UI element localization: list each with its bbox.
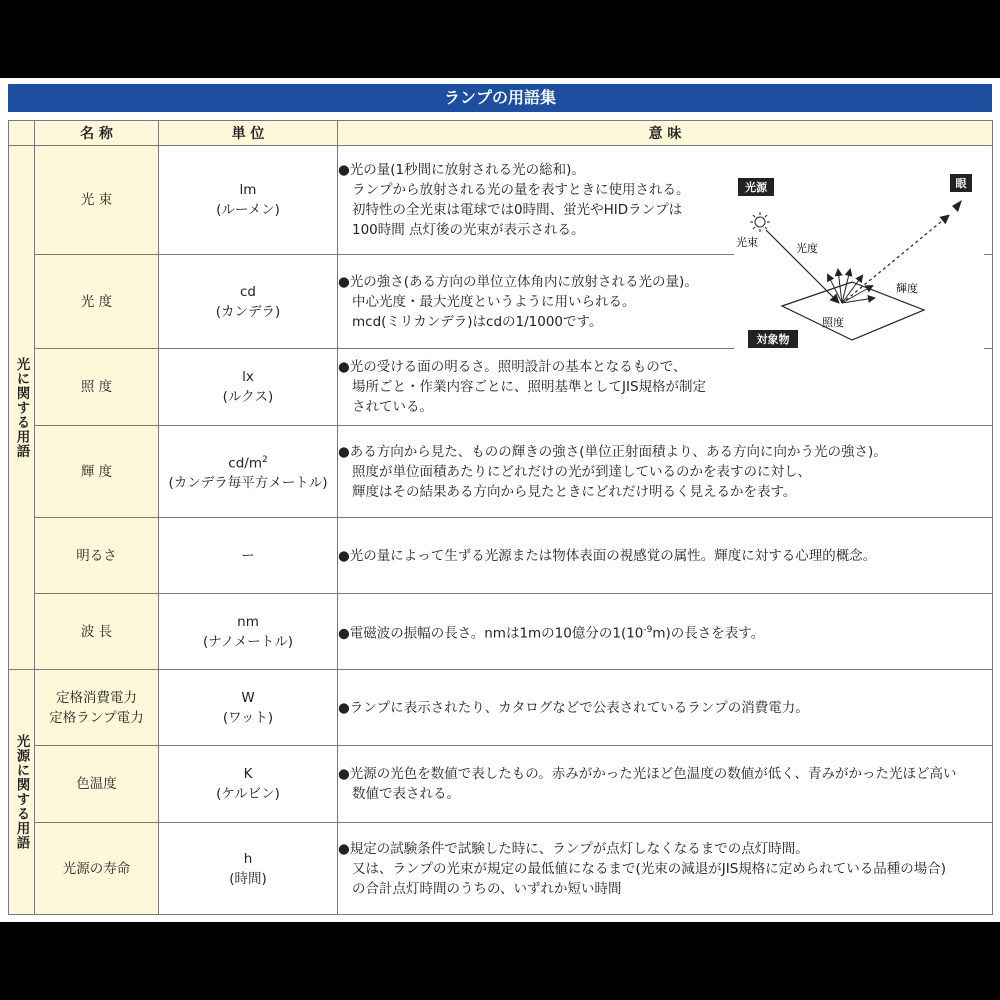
meaning-line: ●光源の光色を数値で表したもの。赤みがかった光ほど色温度の数値が低く、青みがかった光ほど高い <box>338 766 957 782</box>
unit-symbol-base: cd/m <box>228 455 262 472</box>
eye-label: 眼 <box>955 177 967 190</box>
meaning-line: 輝度はその結果ある方向から見たときにどれだけ明るく見えるかを表す。 <box>352 483 797 500</box>
meaning-line: 場所ごと・作業内容ごとに、照明基準としてJIS規格が制定 <box>352 379 707 395</box>
meaning-exponent: -9 <box>643 624 653 635</box>
unit-symbol: cd <box>240 283 256 300</box>
unit-symbol: lx <box>242 369 254 385</box>
term-unit <box>159 518 338 594</box>
unit-reading: (ルクス) <box>222 389 274 405</box>
term-unit <box>159 594 338 670</box>
header-name: 名 称 <box>35 121 159 146</box>
meaning-line: ●光の受ける面の明るさ。照明設計の基本となるもので、 <box>338 359 687 375</box>
table-row <box>9 349 993 426</box>
intensity-ray <box>766 230 838 302</box>
term-meaning <box>338 746 993 823</box>
unit-symbol: lm <box>239 182 257 198</box>
meaning-line: の合計点灯時間のうちの、いずれか短い時間 <box>352 880 622 897</box>
unit-symbol: K <box>243 766 253 782</box>
meaning-line: ●光の量(1秒間に放射される光の総和)。 <box>338 162 585 178</box>
unit-reading: (カンデラ) <box>215 303 281 320</box>
category-source <box>9 670 35 915</box>
unit-symbol: nm <box>237 613 259 630</box>
term-unit <box>159 426 338 518</box>
term-name: 明るさ <box>35 518 159 594</box>
meaning-line: ●規定の試験条件で試験した時に、ランプが点灯しなくなるまでの点灯時間。 <box>338 840 809 857</box>
header-meaning: 意 味 <box>338 121 993 146</box>
header-row <box>9 121 993 146</box>
unit-reading: (ワット) <box>222 709 274 726</box>
meaning-line: mcd(ミリカンデラ)はcdの1/1000です。 <box>352 313 603 330</box>
light-terms-diagram <box>734 170 984 355</box>
term-unit <box>159 823 338 915</box>
meaning-line: 中心光度・最大光度というように用いられる。 <box>352 293 636 310</box>
sun-icon <box>750 212 770 232</box>
unit-reading: (ルーメン) <box>216 202 280 218</box>
source-label: 光源 <box>745 181 767 194</box>
term-meaning <box>338 518 993 594</box>
term-name <box>35 670 159 746</box>
meaning-line: 又は、ランプの光束が規定の最低値になるまで(光束の減退がJIS規格に定められている品種の場合) <box>352 860 947 877</box>
object-label: 対象物 <box>756 333 790 346</box>
term-name: 色温度 <box>35 746 159 823</box>
term-name: 照 度 <box>35 349 159 426</box>
term-name: 波 長 <box>35 594 159 670</box>
meaning-line <box>338 620 992 644</box>
unit-symbol: ー <box>241 547 255 564</box>
unit-reading: (時間) <box>229 870 267 887</box>
unit-symbol <box>159 450 337 474</box>
term-unit <box>159 255 338 349</box>
term-name-line: 定格消費電力 <box>56 689 137 706</box>
meaning-text: ●電磁波の振幅の長さ。nmは1mの10億分の1(10 <box>338 625 644 642</box>
term-name-line: 定格ランプ電力 <box>49 709 144 726</box>
term-unit <box>159 146 338 255</box>
header-blank <box>9 121 35 146</box>
category-light <box>9 146 35 670</box>
meaning-line: ●ランプに表示されたり、カタログなどで公表されているランプの消費電力。 <box>338 699 809 716</box>
table-row <box>9 670 993 746</box>
luminance-label: 輝度 <box>896 282 918 295</box>
term-meaning <box>338 426 993 518</box>
term-meaning <box>338 670 993 746</box>
meaning-line: ●ある方向から見た、ものの輝きの強さ(単位正射面積より、ある方向に向かう光の強さ)。 <box>338 443 887 460</box>
illuminance-label: 照度 <box>822 316 844 329</box>
term-unit <box>159 746 338 823</box>
header-unit: 単 位 <box>159 121 338 146</box>
reflected-rays <box>828 270 874 303</box>
unit-reading: (カンデラ毎平方メートル) <box>168 475 328 492</box>
term-meaning <box>338 594 993 670</box>
table-row <box>9 594 993 670</box>
table-row <box>9 518 993 594</box>
intensity-label: 光度 <box>796 242 818 255</box>
term-name: 光 束 <box>35 146 159 255</box>
category-light-label: 光に関する用語 <box>13 356 30 459</box>
table-row <box>9 823 993 915</box>
meaning-line: ●光の強さ(ある方向の単位立体角内に放射される光の量)。 <box>338 273 698 290</box>
unit-reading: (ナノメートル) <box>202 633 294 650</box>
category-source-label: 光源に関する用語 <box>13 734 30 850</box>
term-meaning <box>338 349 993 426</box>
term-unit <box>159 670 338 746</box>
flux-label: 光束 <box>736 236 758 249</box>
unit-reading: (ケルビン) <box>216 786 280 802</box>
unit-symbol: W <box>241 689 255 706</box>
term-meaning <box>338 823 993 915</box>
meaning-line: ランプから放射される光の量を表すときに使用される。 <box>352 182 690 198</box>
unit-symbol-exponent: 2 <box>261 454 268 465</box>
page-title: ランプの用語集 <box>8 84 992 112</box>
meaning-line: ●光の量によって生ずる光源または物体表面の視感覚の属性。輝度に対する心理的概念。 <box>338 547 877 564</box>
meaning-line: 100時間 点灯後の光束が表示される。 <box>352 222 585 238</box>
diagram-svg <box>734 170 984 355</box>
unit-symbol: h <box>243 850 253 867</box>
meaning-line: 初特性の全光束は電球では0時間、蛍光やHIDランプは <box>352 202 683 218</box>
table-row <box>9 746 993 823</box>
term-name: 輝 度 <box>35 426 159 518</box>
meaning-line: 数値で表される。 <box>352 786 460 802</box>
term-unit <box>159 349 338 426</box>
meaning-text: m)の長さを表す。 <box>652 625 765 642</box>
meaning-line: 照度が単位面積あたりにどれだけの光が到達しているのかを表すのに対し、 <box>352 463 811 480</box>
meaning-line: されている。 <box>352 399 433 415</box>
term-name: 光 度 <box>35 255 159 349</box>
eye-icon <box>952 200 962 212</box>
term-name: 光源の寿命 <box>35 823 159 915</box>
table-row <box>9 426 993 518</box>
